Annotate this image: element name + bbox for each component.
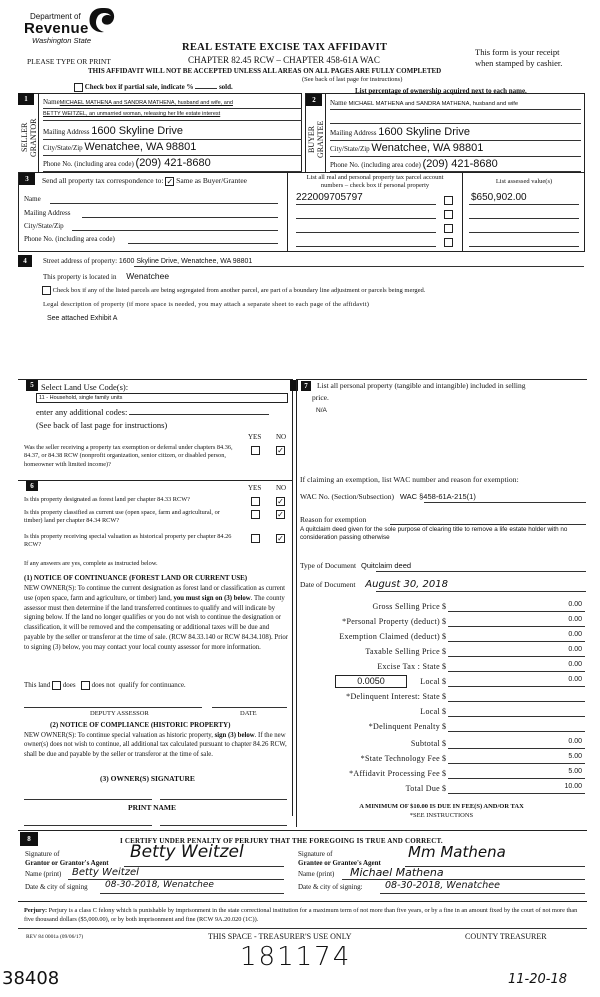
divider: [469, 232, 579, 233]
does-label: does: [62, 681, 76, 690]
grantor-sig-label-1: Signature of: [25, 850, 60, 858]
land-use-label: Select Land Use Code(s):: [41, 382, 129, 392]
seller-name-label: Name: [43, 98, 60, 106]
fee-line: [448, 778, 585, 779]
assessed-value-1[interactable]: $650,902.00: [471, 192, 527, 203]
same-as-buyer-checkbox[interactable]: ✓: [166, 176, 174, 186]
section-8-badge: 8: [20, 832, 38, 846]
seller-city-value[interactable]: Wenatchee, WA 98801: [84, 141, 197, 153]
seller-phone-value[interactable]: (209) 421-8680: [135, 157, 211, 169]
grantee-date-value[interactable]: 08-30-2018, Wenatchee: [385, 880, 500, 891]
fee-value[interactable]: 0.00: [568, 738, 582, 745]
fee-line: [448, 626, 585, 627]
additional-codes-field[interactable]: [129, 414, 269, 415]
this-land-label: This land: [24, 681, 51, 690]
divider: [469, 204, 579, 205]
corr-phone-label: Phone No. (including area code): [24, 235, 115, 243]
personal-property-label-1: List all personal property (tangible and intangible) included in selling: [317, 381, 526, 390]
seller-name-line1[interactable]: MICHAEL MATHENA and SANDRA MATHENA, husband and wife, and: [59, 100, 233, 106]
deputy-assessor-signature-line[interactable]: [24, 707, 202, 708]
fee-line: [448, 716, 585, 717]
owner-print-name-line-1[interactable]: [24, 825, 152, 826]
buyer-phone-row: [330, 158, 498, 170]
notice-continuance-text-a: NEW OWNER(S): To continue the current designation as forest land or classification as current use (open space, farm and agriculture, or timber) land,: [24, 585, 286, 602]
print-name-label: PRINT NAME: [128, 803, 176, 812]
divider: [330, 140, 581, 141]
county-treasurer-label: COUNTY TREASURER: [465, 932, 547, 941]
fee-line: [448, 701, 585, 702]
section-4-badge: 4: [18, 255, 32, 267]
seller-side-label-2: GRANTOR: [29, 118, 38, 157]
fee-value[interactable]: 0.00: [568, 616, 582, 623]
fee-value[interactable]: 5.00: [568, 753, 582, 760]
buyer-fields: [325, 93, 585, 173]
grantee-sig-label-2: Grantee or Grantee's Agent: [298, 859, 381, 867]
logo-agency-line3: Washington State: [32, 36, 92, 45]
divider: [469, 246, 579, 247]
fee-label: Local: [420, 677, 440, 686]
s6-no-header: NO: [276, 484, 287, 492]
certify-statement: I CERTIFY UNDER PENALTY OF PERJURY THAT THE FOREGOING IS TRUE AND CORRECT.: [120, 837, 443, 845]
fee-label: *State Technology Fee: [360, 754, 440, 763]
fee-value[interactable]: 5.00: [568, 768, 582, 775]
dollar-sign: $: [442, 692, 446, 701]
assessor-date-line[interactable]: [212, 707, 287, 708]
divider: [18, 928, 587, 929]
please-type-label: PLEASE TYPE OR PRINT: [27, 57, 111, 66]
buyer-side-label-1: BUYER: [307, 125, 316, 154]
land-use-yes-header: YES: [248, 433, 262, 441]
grantor-date-label: Date & city of signing: [25, 883, 88, 891]
grantor-sig-label-2: Grantor or Grantor's Agent: [25, 859, 109, 867]
personal-property-checkbox-4[interactable]: [444, 238, 453, 247]
buyer-side-label: [307, 112, 323, 167]
notice-compliance-text-b: . If the new owner(s) does not wish to continue, all additional tax calculated pursuant to chapter 84.26 RCW, shall be due and payable by the seller or transferor at the time of sale.: [24, 732, 287, 758]
corr-name-label: Name: [24, 195, 41, 203]
fee-row-personal-property: [300, 615, 585, 630]
page-title: REAL ESTATE EXCISE TAX AFFIDAVIT: [182, 42, 388, 53]
dor-logo: [22, 6, 122, 48]
dollar-sign: $: [442, 707, 446, 716]
correspondence-label: Send all property tax correspondence to:: [42, 176, 164, 185]
see-back-note: (See back of last page for instructions): [36, 420, 168, 430]
doc-date-row: [300, 579, 448, 590]
dor-swirl-icon: [86, 6, 118, 34]
buyer-name-label: Name: [330, 99, 347, 107]
grantee-signature[interactable]: Mm Mathena: [408, 843, 506, 861]
seller-side-label: [20, 110, 36, 165]
section-6-badge: 6: [26, 481, 38, 491]
historic-question: Is this property receiving special valuation as historical property per chapter 84.26 RCW?: [24, 533, 232, 549]
deputy-assessor-label: DEPUTY ASSESSOR: [90, 710, 149, 717]
fee-line: [448, 656, 585, 657]
see-instructions-note: *SEE INSTRUCTIONS: [409, 812, 474, 819]
seller-side-label-1: SELLER: [20, 122, 29, 153]
does-not-qualify-checkbox[interactable]: [81, 681, 90, 690]
dollar-sign: $: [442, 769, 446, 778]
divider: [296, 218, 436, 219]
dollar-sign: $: [442, 677, 446, 686]
fee-line: [448, 671, 585, 672]
divider: [296, 204, 436, 205]
wac-row: [300, 492, 476, 501]
section-5-badge: 5: [26, 380, 38, 391]
doc-date-label: Date of Document: [300, 580, 356, 589]
parcel-header: [290, 174, 460, 190]
form-number: REV 84 0001a (09/06/17): [26, 934, 84, 940]
corr-phone-field[interactable]: [128, 243, 278, 244]
notice-continuance-text-b: . The county assessor must then determine if the land transferred continues to qualify and will indicate by signing below. If the land no longer qualifies or you do not wish to continue the designation or classification, it will be removed and the compensating or additional taxes will be due and payable by the seller or transferor at the time of sale. (RCW 84.33.140 or RCW 84.34.108). Prior to signing (3) below, you may contact your local county assessor for more information.: [24, 594, 289, 651]
seller-fields: [38, 93, 302, 173]
fee-label: *Delinquent Interest: State: [346, 692, 440, 701]
dollar-sign: $: [442, 784, 446, 793]
notice-compliance-text-a: NEW OWNER(S): To continue special valuation as historic property,: [24, 732, 213, 739]
fee-row-excise-tax-state: [300, 660, 585, 675]
forest-land-yes-checkbox[interactable]: [251, 497, 260, 506]
continuance-row: [24, 681, 186, 690]
street-address-value[interactable]: 1600 Skyline Drive, Wenatchee, WA 98801: [118, 258, 253, 265]
owner-print-name-line-2[interactable]: [160, 825, 287, 826]
parcel-header-2: numbers – check box if personal property: [320, 182, 430, 189]
segregation-label: Check box if any of the listed parcels are being segregated from another parcel, are part of a boundary line adjustment or parcels being merged.: [52, 286, 426, 294]
assessed-header: List assessed value(s): [495, 178, 553, 185]
fee-line: [448, 686, 585, 687]
handwritten-left-number: 38408: [2, 968, 60, 989]
fee-row-state-technology-fee: [300, 752, 585, 767]
divider: [376, 591, 586, 592]
correspondence-row: [42, 176, 247, 186]
perjury-text: Perjury is a class C felony which is punishable by imprisonment in the state correctional institution for a maximum term of not more than five years, or by a fine in an amount fixed by the court of not more than five thousand dollars ($5,000.00), or by both imprisonment and fine (RCW 9A.20.020 (1C)).: [24, 907, 578, 923]
fee-row-total-due: [300, 782, 585, 797]
corr-city-label: City/State/Zip: [24, 222, 64, 230]
ownership-note: List percentage of ownership acquired next to each name.: [355, 87, 527, 95]
fee-line: [448, 641, 585, 642]
if-yes-note: If any answers are yes, complete as instructed below.: [24, 560, 158, 567]
forest-land-no-checkbox[interactable]: ✓: [277, 497, 284, 506]
logo-agency-line2: Revenue: [24, 20, 89, 37]
fee-line: [448, 611, 585, 612]
receipt-note-1: This form is your receipt: [475, 47, 560, 57]
does-not-label: does not: [91, 681, 116, 690]
fee-label: Taxable Selling Price: [365, 647, 440, 656]
fee-line: [448, 748, 585, 749]
seller-mailing-row: [43, 125, 183, 137]
page-subtitle: CHAPTER 82.45 RCW – CHAPTER 458-61A WAC: [188, 55, 380, 65]
fee-row-delinquent-interest-state: [300, 690, 585, 705]
handwritten-receipt-number: 181174: [240, 942, 352, 972]
grantor-signature[interactable]: Betty Weitzel: [130, 842, 244, 862]
fee-row-gross-selling-price: [300, 600, 585, 615]
parcel-number-1[interactable]: 222009705797: [296, 192, 363, 203]
additional-codes-row: [36, 407, 269, 417]
dollar-sign: $: [442, 662, 446, 671]
located-in-value[interactable]: Wenatchee: [126, 271, 170, 281]
notice-continuance-bold: you must sign on (3) below: [173, 594, 251, 602]
reason-label: Reason for exemption: [300, 515, 367, 524]
divider: [43, 155, 302, 156]
grantee-date-label: Date & city of signing:: [298, 883, 363, 891]
parcel-header-1: List all real and personal property tax parcel account: [306, 174, 444, 181]
parcel-numbers-column: [287, 172, 463, 252]
segregation-checkbox[interactable]: [42, 286, 51, 295]
seller-city-label: City/State/Zip: [43, 144, 83, 152]
section-1-badge: 1: [18, 93, 34, 105]
reason-value[interactable]: A quitclaim deed given for the sole purpose of clearing title to remove a life estate holder with no consideration passing otherwise: [300, 526, 568, 541]
buyer-name-value[interactable]: MICHAEL MATHENA and SANDRA MATHENA, husband and wife: [348, 101, 519, 107]
divider: [43, 120, 302, 121]
divider: [330, 156, 581, 157]
grantor-date-value[interactable]: 08-30-2018, Wenatchee: [105, 880, 214, 890]
buyer-name-row: [330, 99, 518, 107]
doc-type-label: Type of Document: [300, 561, 357, 570]
grantor-name-label: Name (print): [25, 870, 62, 878]
fee-value[interactable]: 0.00: [568, 631, 582, 638]
fee-row-exemption-claimed: [300, 630, 585, 645]
fee-label: Total Due: [405, 784, 440, 793]
buyer-side-label-2: GRANTEE: [316, 120, 325, 159]
grantee-sig-label-1: Signature of: [298, 850, 333, 858]
doc-type-row: [300, 561, 411, 570]
divider: [134, 266, 584, 267]
personal-property-label-2: price.: [312, 393, 329, 402]
street-address-label: Street address of property:: [43, 257, 118, 265]
dollar-sign: $: [442, 617, 446, 626]
exemption-intro: If claiming an exemption, list WAC number and reason for exemption:: [300, 475, 519, 484]
buyer-phone-value[interactable]: (209) 421-8680: [422, 158, 498, 170]
fee-label: Excise Tax : State: [377, 662, 440, 671]
section-3-badge: 3: [19, 173, 35, 185]
segregation-row: [42, 286, 425, 295]
dollar-sign: $: [442, 632, 446, 641]
divider: [376, 571, 586, 572]
perjury-label: Perjury:: [24, 907, 48, 914]
buyer-mailing-value[interactable]: 1600 Skyline Drive: [378, 126, 470, 138]
fee-value[interactable]: 0.00: [568, 646, 582, 653]
divider: [330, 109, 581, 110]
treasurer-use-label: THIS SPACE - TREASURER'S USE ONLY: [208, 932, 352, 941]
corr-name-field[interactable]: [50, 203, 278, 204]
land-use-no-header: NO: [276, 433, 287, 441]
buyer-city-value[interactable]: Wenatchee, WA 98801: [371, 142, 484, 154]
owner-signature-title: (3) OWNER(S) SIGNATURE: [100, 774, 195, 783]
fee-row-delinquent-interest-local: [300, 705, 585, 720]
exemption-question: Was the seller receiving a property tax exemption or deferral under chapters 84.36, 84.37, or 84.38 RCW (nonprofit organization, senior citizen, or disabled person, homeowner with limited income)?: [24, 444, 233, 468]
dollar-sign: $: [442, 722, 446, 731]
grantor-name-value[interactable]: Betty Weitzel: [72, 867, 139, 878]
personal-property-checkbox-3[interactable]: [444, 224, 453, 233]
section-7-badge: 7: [301, 381, 311, 391]
located-in-row: [43, 271, 169, 281]
seller-phone-row: [43, 157, 211, 169]
handwritten-date: 11-20-18: [508, 972, 568, 987]
fee-value[interactable]: 10.00: [564, 783, 582, 790]
fee-label: Local: [420, 707, 440, 716]
divider: [380, 893, 585, 894]
receipt-note-2: when stamped by cashier.: [475, 58, 563, 68]
partial-sale-label: Check box if partial sale, indicate %: [84, 83, 194, 92]
partial-sale-checkbox[interactable]: [74, 83, 83, 92]
fee-label: Subtotal: [410, 739, 440, 748]
logo-agency-line1: Department of: [30, 12, 81, 21]
buyer-mailing-row: [330, 126, 470, 138]
buyer-mailing-label: Mailing Address: [330, 129, 377, 137]
divider: [43, 108, 302, 109]
grantee-name-label: Name (print): [298, 870, 335, 878]
same-as-buyer-label: Same as Buyer/Grantee: [176, 176, 247, 185]
fee-line: [448, 793, 585, 794]
historic-no-checkbox[interactable]: ✓: [277, 534, 284, 543]
owner-signature-line-2[interactable]: [160, 799, 287, 800]
perjury-notice: [24, 907, 586, 924]
exemption-yes-checkbox[interactable]: [251, 446, 260, 455]
fee-label: *Affidavit Processing Fee: [349, 769, 440, 778]
divider: [469, 218, 579, 219]
fee-line: [448, 763, 585, 764]
seller-phone-label: Phone No. (including area code): [43, 160, 134, 168]
fee-label: Gross Selling Price: [372, 602, 440, 611]
divider: [330, 123, 581, 124]
fee-value[interactable]: 0.00: [568, 601, 582, 608]
notice-continuance-title: (1) NOTICE OF CONTINUANCE (FOREST LAND OR CURRENT USE): [24, 574, 248, 582]
buyer-city-row: [330, 142, 483, 154]
divider: [100, 893, 284, 894]
seller-name-line2[interactable]: BETTY WEITZEL, an unmarried woman, releasing her life estate interest: [43, 111, 221, 117]
personal-property-checkbox-2[interactable]: [444, 210, 453, 219]
personal-property-value[interactable]: N/A: [316, 407, 327, 414]
additional-codes-label: enter any additional codes:: [36, 407, 128, 417]
partial-sale-row: [74, 83, 233, 92]
does-qualify-checkbox[interactable]: [52, 681, 61, 690]
fee-value[interactable]: 0.00: [568, 661, 582, 668]
divider: [124, 866, 284, 867]
fee-line: [448, 731, 585, 732]
exemption-no-checkbox[interactable]: ✓: [277, 446, 284, 455]
fee-value[interactable]: 0.00: [568, 676, 582, 683]
divider: [296, 246, 436, 247]
divider: [424, 502, 586, 503]
notice-compliance-title: (2) NOTICE OF COMPLIANCE (HISTORIC PROPERTY): [50, 721, 231, 729]
completion-warning: THIS AFFIDAVIT WILL NOT BE ACCEPTED UNLESS ALL AREAS ON ALL PAGES ARE FULLY COMPLETED: [88, 67, 442, 75]
fee-label: Exemption Claimed (deduct): [339, 632, 440, 641]
historic-yes-checkbox[interactable]: [251, 534, 260, 543]
s6-yes-header: YES: [248, 484, 262, 492]
wac-label: WAC No. (Section/Subsection): [300, 492, 394, 501]
doc-date-value[interactable]: August 30, 2018: [365, 579, 448, 590]
notice-compliance-bold: sign (3) below: [214, 732, 255, 739]
fee-label: *Delinquent Penalty: [368, 722, 440, 731]
seller-city-row: [43, 141, 196, 153]
corr-mailing-label: Mailing Address: [24, 209, 71, 217]
current-use-question: Is this property classified as current use (open space, farm and agricultural, or timber) land per chapter 84.34 RCW?: [24, 509, 220, 525]
street-address-row: [43, 257, 252, 265]
section-2-badge: 2: [306, 94, 322, 106]
buyer-city-label: City/State/Zip: [330, 145, 370, 153]
legal-description-value[interactable]: See attached Exhibit A: [47, 315, 118, 322]
dollar-sign: $: [442, 647, 446, 656]
divider: [296, 232, 436, 233]
minimum-due-note: A MINIMUM OF $10.00 IS DUE IN FEE(S) AND/OR TAX: [359, 803, 524, 810]
seller-name-row: [43, 98, 233, 106]
dollar-sign: $: [442, 602, 446, 611]
fee-label: *Personal Property (deduct): [342, 617, 440, 626]
fee-row-taxable-selling-price: [300, 645, 585, 660]
notice-continuance-body: [24, 584, 289, 653]
located-in-label: This property is located in: [43, 273, 117, 281]
buyer-phone-label: Phone No. (including area code): [330, 161, 421, 169]
grantor-signature-label: [25, 850, 109, 868]
doc-type-value[interactable]: Quitclaim deed: [361, 561, 412, 570]
dollar-sign: $: [442, 739, 446, 748]
divider: [43, 139, 302, 140]
assessed-values-column: [463, 172, 585, 252]
local-rate-box[interactable]: 0.0050: [335, 675, 407, 688]
seller-mailing-label: Mailing Address: [43, 128, 90, 136]
partial-sale-suffix: sold.: [218, 83, 233, 92]
dollar-sign: $: [442, 754, 446, 763]
qualify-label: qualify for continuance.: [118, 681, 186, 690]
fee-row-delinquent-penalty: [300, 720, 585, 735]
divider: [390, 524, 586, 525]
grantee-name-value[interactable]: Michael Mathena: [350, 866, 444, 879]
corr-mailing-field[interactable]: [82, 217, 278, 218]
instructions-note: (See back of last page for instructions): [302, 76, 403, 83]
notice-compliance-body: [24, 731, 289, 759]
fee-row-excise-tax-local: [300, 675, 585, 690]
current-use-yes-checkbox[interactable]: [251, 510, 260, 519]
land-use-select[interactable]: 11 - Household, single family units: [36, 393, 288, 403]
forest-land-question: Is this property designated as forest land per chapter 84.33 RCW?: [24, 496, 190, 503]
fee-row-affidavit-processing-fee: [300, 767, 585, 782]
current-use-no-checkbox[interactable]: ✓: [277, 510, 284, 519]
wac-value[interactable]: WAC §458-61A-215(1): [399, 492, 476, 501]
assessor-date-label: DATE: [240, 710, 257, 717]
personal-property-checkbox-1[interactable]: [444, 196, 453, 205]
seller-mailing-value[interactable]: 1600 Skyline Drive: [91, 125, 183, 137]
owner-signature-line-1[interactable]: [24, 799, 152, 800]
fee-row-subtotal: [300, 737, 585, 752]
legal-description-label: Legal description of property (if more space is needed, you may attach a separate sheet to each page of the affidavit): [43, 301, 370, 308]
corr-city-field[interactable]: [72, 230, 278, 231]
